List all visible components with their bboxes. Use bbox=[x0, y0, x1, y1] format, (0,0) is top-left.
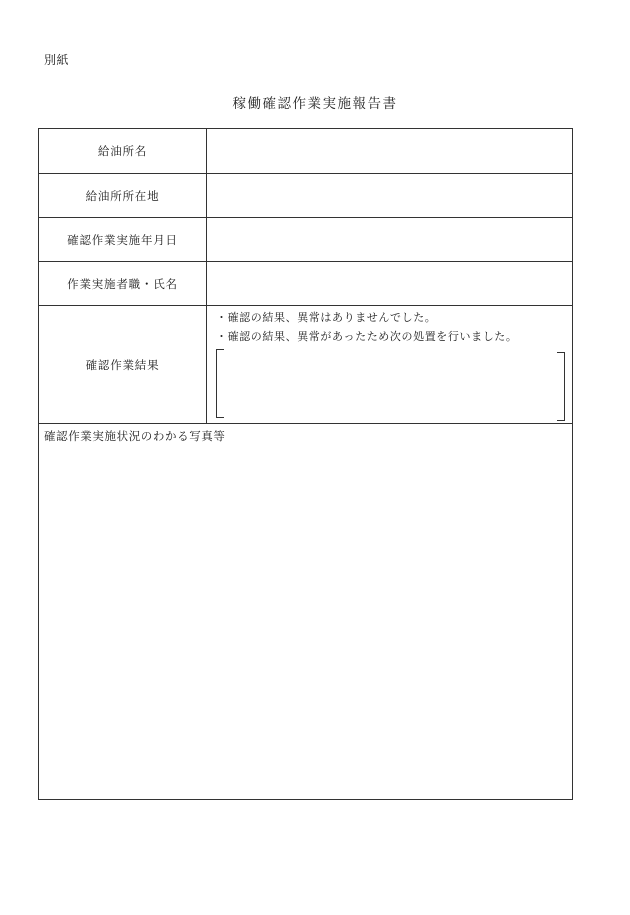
photo-area[interactable] bbox=[39, 424, 572, 799]
station-name-label: 給油所名 bbox=[39, 129, 207, 173]
row-inspector bbox=[39, 262, 572, 306]
row-inspection-date bbox=[39, 218, 572, 262]
row-inspection-result bbox=[39, 306, 572, 424]
option-abnormality-found[interactable]: ・確認の結果、異常があったため次の処置を行いました。 bbox=[216, 330, 518, 343]
row-station-address bbox=[39, 174, 572, 218]
row-station-name bbox=[39, 129, 572, 174]
inspection-result-field bbox=[207, 306, 572, 423]
inspection-date-label: 確認作業実施年月日 bbox=[39, 218, 207, 261]
inspector-label: 作業実施者職・氏名 bbox=[39, 262, 207, 305]
inspection-date-field[interactable] bbox=[207, 218, 572, 261]
inspector-field[interactable] bbox=[207, 262, 572, 305]
station-name-field[interactable] bbox=[207, 129, 572, 173]
inspection-result-label: 確認作業結果 bbox=[39, 306, 207, 423]
document-title: 稼働確認作業実施報告書 bbox=[232, 96, 398, 112]
report-table bbox=[38, 128, 573, 800]
station-address-field[interactable] bbox=[207, 174, 572, 217]
bracket-right bbox=[557, 352, 565, 421]
appendix-label: 別紙 bbox=[44, 53, 70, 67]
option-no-abnormality[interactable]: ・確認の結果、異常はありませんでした。 bbox=[216, 311, 437, 324]
station-address-label: 給油所所在地 bbox=[39, 174, 207, 217]
photo-label: 確認作業実施状況のわかる写真等 bbox=[44, 429, 226, 443]
bracket-left bbox=[216, 349, 224, 418]
